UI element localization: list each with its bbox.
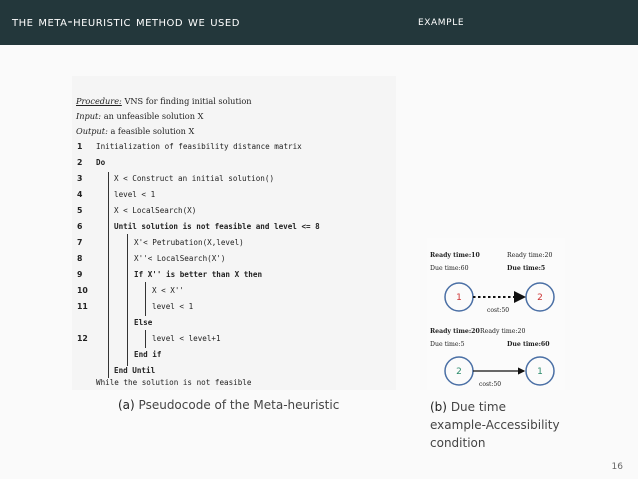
page-number: 16: [611, 462, 623, 472]
code-line-enduntil: End Until: [114, 366, 156, 375]
bottom-cost-label: cost:50: [479, 381, 502, 388]
caption-b: [430, 398, 560, 452]
diagram-svg: [427, 238, 565, 390]
line-number: 4: [77, 190, 83, 199]
procedure-label: Procedure:: [76, 96, 122, 106]
slide-title: the meta-heuristic method we used: [12, 14, 240, 30]
caption-a-tag: (a): [118, 398, 135, 412]
top-node-2-label: 2: [537, 293, 543, 303]
code-line-10: X < X'': [152, 286, 185, 295]
code-line-else: Else: [134, 318, 153, 327]
code-line-1: Initialization of feasibility distance matrix: [96, 142, 302, 151]
top-due-time-2: Due time:5: [507, 265, 546, 272]
bottom-ready-time-2: Ready time:20: [480, 328, 526, 335]
code-line-12: level < level+1: [152, 334, 221, 343]
top-ready-time-1: Ready time:10: [430, 252, 480, 259]
bottom-node-2-label: 2: [456, 367, 462, 377]
until-block-bar: [127, 234, 128, 366]
do-block-bar: [108, 172, 109, 378]
line-number: 6: [77, 222, 83, 231]
line-number: 7: [77, 238, 83, 247]
line-number: 3: [77, 174, 83, 183]
bottom-ready-time-1: Ready time:20: [430, 328, 480, 335]
line-number: 2: [77, 158, 83, 167]
input-label: Input:: [76, 111, 102, 121]
line-number: 9: [77, 270, 83, 279]
section-title: example: [418, 14, 465, 29]
pseudocode-figure: [72, 76, 396, 390]
code-line-5: X < LocalSearch(X): [114, 206, 197, 215]
procedure-line: [76, 96, 252, 106]
input-line: [76, 111, 203, 121]
line-number: 1: [77, 142, 83, 151]
procedure-text: VNS for finding initial solution: [124, 96, 252, 106]
line-number: 12: [77, 334, 88, 343]
code-line-3: X < Construct an initial solution(): [114, 174, 275, 183]
code-line-6: Until solution is not feasible and level <= 8: [114, 222, 320, 231]
output-text: a feasible solution X: [110, 126, 195, 136]
bottom-due-time-1: Due time:5: [430, 341, 465, 348]
top-ready-time-2: Ready time:20: [507, 252, 553, 259]
top-cost-label: cost:50: [487, 307, 510, 314]
code-line-endif: End if: [134, 350, 162, 359]
slide-header-bar: [0, 0, 638, 45]
caption-a: [118, 398, 339, 412]
output-label: Output:: [76, 126, 108, 136]
top-due-time-1: Due time:60: [430, 265, 469, 272]
line-number: 5: [77, 206, 83, 215]
code-line-while: While the solution is not feasible: [96, 378, 252, 387]
caption-b-line1: Due time: [450, 400, 506, 414]
else-block-bar: [145, 330, 146, 348]
caption-b-tag: (b): [430, 400, 447, 414]
line-number: 10: [77, 286, 88, 295]
code-line-7: X'< Petrubation(X,level): [134, 238, 244, 247]
caption-a-text: Pseudocode of the Meta-heuristic: [138, 398, 340, 412]
caption-b-line2: example-Accessibility: [430, 418, 560, 432]
top-node-1-label: 1: [456, 293, 462, 303]
bottom-node-1-label: 1: [537, 367, 543, 377]
code-line-2: Do: [96, 158, 106, 167]
code-line-8: X''< LocalSearch(X'): [134, 254, 226, 263]
bottom-due-time-2: Due time:60: [507, 341, 550, 348]
line-number: 11: [77, 302, 88, 311]
due-time-diagram: [427, 238, 565, 390]
input-text: an unfeasible solution X: [103, 111, 204, 121]
output-line: [76, 126, 194, 136]
code-line-4: level < 1: [114, 190, 156, 199]
code-line-9: If X'' is better than X then: [134, 270, 263, 279]
line-number: 8: [77, 254, 83, 263]
code-line-11: level < 1: [152, 302, 194, 311]
if-block-bar: [145, 282, 146, 316]
caption-b-line3: condition: [430, 436, 486, 450]
